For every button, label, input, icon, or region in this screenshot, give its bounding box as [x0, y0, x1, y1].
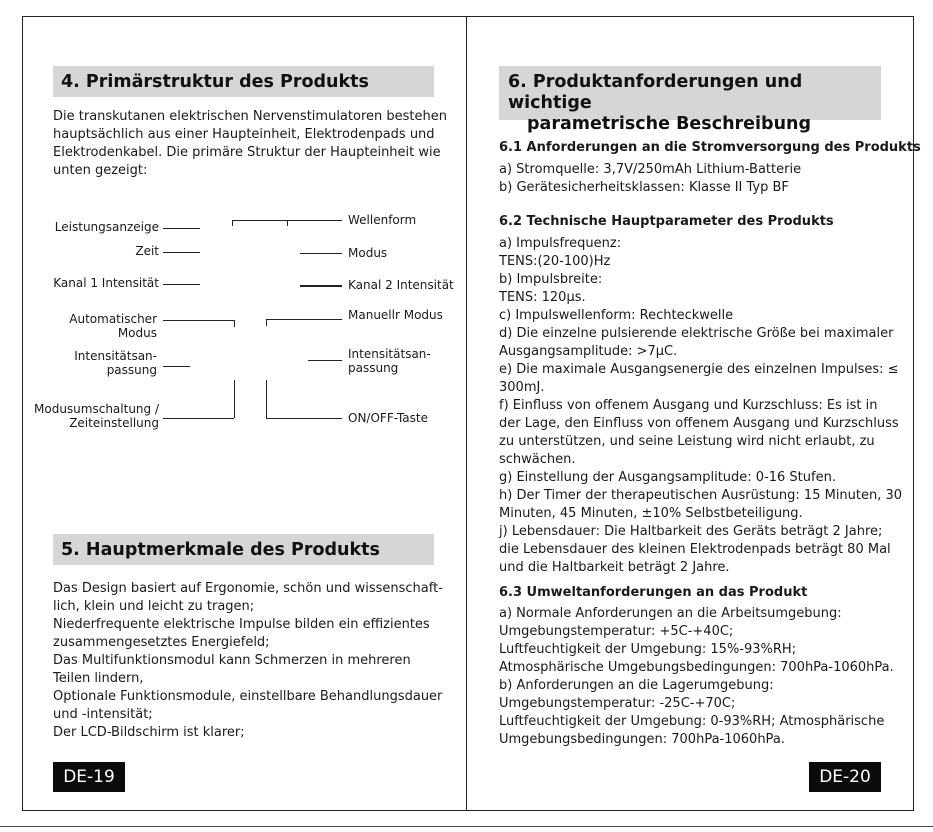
spec-line: Minuten, 45 Minuten, ±10% Selbstbeteiligung. — [499, 506, 803, 521]
spec-line: schwächen. — [499, 452, 576, 467]
spec-line: der Lage, den Einfluss von offenem Ausgang und Kurzschluss — [499, 416, 899, 431]
spec-line: j) Lebensdauer: Die Haltbarkeit des Geräts beträgt 2 Jahre; — [499, 524, 883, 539]
spec-line: Umgebungstemperatur: -25C-+70C; — [499, 696, 736, 711]
feature-line: Der LCD-Bildschirm ist klarer; — [53, 725, 245, 740]
label-intensitaet-right: Intensitätsan- passung — [348, 347, 431, 375]
section5-body — [53, 580, 443, 742]
section4-heading — [53, 66, 434, 97]
feature-line: Das Multifunktionsmodul kann Schmerzen in mehreren — [53, 653, 411, 668]
label-kanal1: Kanal 1 Intensität — [53, 276, 159, 290]
spec-line: g) Einstellung der Ausgangsamplitude: 0-16 Stufen. — [499, 470, 836, 485]
spec-line: a) Stromquelle: 3,7V/250mAh Lithium-Batterie — [499, 162, 802, 177]
label-onoff-taste: ON/OFF-Taste — [348, 411, 428, 425]
section6-heading-line2: parametrische Beschreibung — [527, 114, 812, 134]
spec-line: die Lebensdauer des kleinen Elektrodenpads beträgt 80 Mal — [499, 542, 891, 557]
section5-heading-text: 5. Hauptmerkmale des Produkts — [61, 540, 380, 560]
subsection-6-3-title: 6.3 Umweltanforderungen an das Produkt — [499, 585, 808, 600]
spec-line: und die Haltbarkeit beträgt 2 Jahre. — [499, 560, 730, 575]
feature-line: lich, klein und leicht zu tragen; — [53, 599, 255, 614]
section5-heading — [53, 534, 434, 565]
spec-line: Umgebungsbedingungen: 700hPa-1060hPa. — [499, 732, 785, 747]
section4-intro — [53, 108, 447, 180]
page-divider — [466, 16, 467, 811]
intro-line: Die transkutanen elektrischen Nervenstimulatoren bestehen — [53, 109, 447, 124]
spec-line: Luftfeuchtigkeit der Umgebung: 15%-93%RH; — [499, 642, 797, 657]
spec-line: e) Die maximale Ausgangsenergie des einzelnen Impulses: ≤ — [499, 362, 899, 377]
label-wellenform: Wellenform — [348, 213, 417, 227]
intro-line: hauptsächlich aus einer Haupteinheit, Elektrodenpads und — [53, 127, 435, 142]
spec-line: Atmosphärische Umgebungsbedingungen: 700hPa-1060hPa. — [499, 660, 894, 675]
intro-line: Elektrodenkabel. Die primäre Struktur der Haupteinheit wie — [53, 145, 441, 160]
spec-line: b) Anforderungen an die Lagerumgebung: — [499, 678, 774, 693]
bottom-rule — [0, 826, 933, 827]
section6-heading — [499, 66, 881, 134]
label-intensitaet-left: Intensitätsan- passung — [74, 349, 157, 377]
spec-line: TENS:(20-100)Hz — [499, 254, 611, 269]
subsection-6-2-body — [499, 235, 902, 577]
feature-line: und -intensität; — [53, 707, 153, 722]
section6-heading-line1: 6. Produktanforderungen und wichtige — [508, 72, 803, 113]
spec-line: b) Gerätesicherheitsklassen: Klasse II Typ BF — [499, 180, 789, 195]
section4-heading-text: 4. Primärstruktur des Produkts — [61, 72, 369, 92]
label-automatischer-modus: Automatischer Modus — [69, 312, 157, 340]
spec-line: Umgebungstemperatur: +5C-+40C; — [499, 624, 734, 639]
feature-line: Optionale Funktionsmodule, einstellbare Behandlungsdauer — [53, 689, 443, 704]
subsection-6-1-body — [499, 161, 801, 197]
spec-line: h) Der Timer der therapeutischen Ausrüstung: 15 Minuten, 30 — [499, 488, 903, 503]
page-number-right: DE-20 — [809, 762, 881, 792]
subsection-6-3-body — [499, 605, 894, 749]
spec-line: TENS: 120μs. — [499, 290, 586, 305]
spec-line: zu unterstützen, und seine Leistung wird nicht erlaubt, zu — [499, 434, 875, 449]
spec-line: d) Die einzelne pulsierende elektrische Größe bei maximaler — [499, 326, 894, 341]
label-modus: Modus — [348, 246, 388, 260]
spec-line: f) Einfluss von offenem Ausgang und Kurzschluss: Es ist in — [499, 398, 878, 413]
feature-line: Niederfrequente elektrische Impulse bilden ein effizientes — [53, 617, 430, 632]
spec-line: b) Impulsbreite: — [499, 272, 603, 287]
intro-line: unten gezeigt: — [53, 163, 148, 178]
subsection-6-1-title: 6.1 Anforderungen an die Stromversorgung des Produkts — [499, 140, 921, 155]
label-manuell-modus: Manuellr Modus — [348, 308, 443, 322]
spec-line: a) Normale Anforderungen an die Arbeitsumgebung: — [499, 606, 842, 621]
spec-line: Ausgangsamplitude: >7μC. — [499, 344, 678, 359]
spec-line: Luftfeuchtigkeit der Umgebung: 0-93%RH; Atmosphärische — [499, 714, 885, 729]
label-kanal2: Kanal 2 Intensität — [348, 278, 454, 292]
page-number-left: DE-19 — [53, 762, 125, 792]
feature-line: zusammengesetztes Energiefeld; — [53, 635, 270, 650]
spec-line: 300mJ. — [499, 380, 545, 395]
feature-line: Das Design basiert auf Ergonomie, schön und wissenschaft- — [53, 581, 443, 596]
spec-line: a) Impulsfrequenz: — [499, 236, 622, 251]
subsection-6-2-title: 6.2 Technische Hauptparameter des Produkts — [499, 214, 834, 229]
feature-line: Teilen lindern, — [53, 671, 144, 686]
spec-line: c) Impulswellenform: Rechteckwelle — [499, 308, 734, 323]
label-zeit: Zeit — [135, 244, 159, 258]
label-leistungsanzeige: Leistungsanzeige — [54, 220, 159, 234]
label-modusumschaltung: Modusumschaltung / Zeiteinstellung — [34, 402, 159, 430]
